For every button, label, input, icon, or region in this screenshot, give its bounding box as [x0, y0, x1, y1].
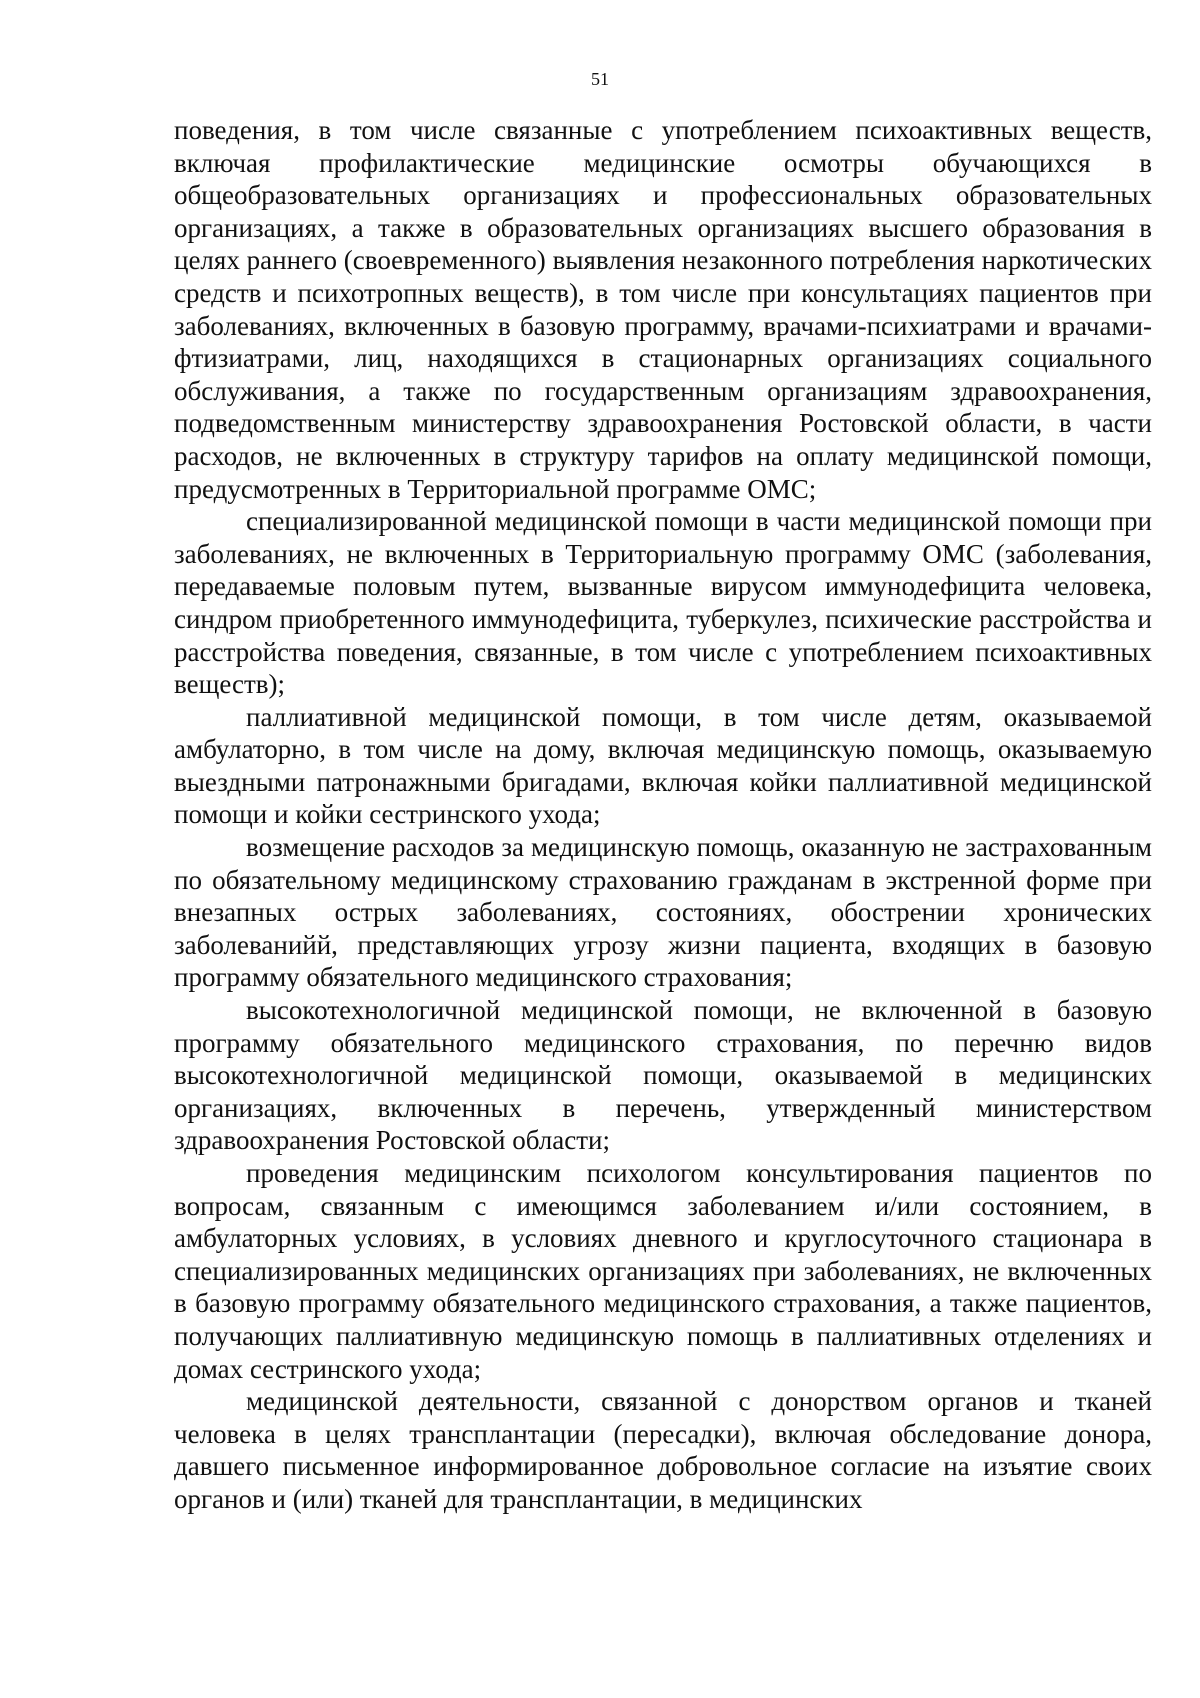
paragraph-expense-reimbursement: возмещение расходов за медицинскую помощь, оказанную не застрахованным по обязательному медицинскому страхованию гражданам в экстренной форме при внезапных острых заболеваниях, состояниях, обострении хронических заболеванийй, представляющих угрозу жизни пациента, входящих в базовую программу обязательного медицинского страхования; — [174, 832, 1152, 993]
paragraph-high-tech-care: высокотехнологичной медицинской помощи, не включенной в базовую программу обязательного медицинского страхования, по перечню видов высокотехнологичной медицинской помощи, оказываемой в медицинских организациях, включенных в перечень, утвержденный министерством здравоохранения Ростовской области; — [174, 995, 1152, 1156]
paragraph-organ-donation: медицинской деятельности, связанной с донорством органов и тканей человека в целях трансплантации (пересадки), включая обследование донора, давшего письменное информированное добровольное согласие на изъятие своих органов и (или) тканей для трансплантации, в медицинских — [174, 1386, 1152, 1514]
document-body — [174, 114, 1152, 1516]
paragraph-psychologist-consulting: проведения медицинским психологом консультирования пациентов по вопросам, связанным с имеющимся заболеванием и/или состоянием, в амбулаторных условиях, в условиях дневного и круглосуточного стационара в специализированных медицинских организациях при заболеваниях, не включенных в базовую программу обязательного медицинского страхования, а также пациентов, получающих паллиативную медицинскую помощь в паллиативных отделениях и домах сестринского ухода; — [174, 1158, 1152, 1384]
paragraph-continuation: поведения, в том числе связанные с употреблением психоактивных веществ, включая профилактические медицинские осмотры обучающихся в общеобразовательных организациях и профессиональных образовательных организациях, а также в образовательных организациях высшего образования в целях раннего (своевременного) выявления незаконного потребления наркотических средств и психотропных веществ), в том числе при консультациях пациентов при заболеваниях, включенных в базовую программу, врачами-психиатрами и врачами-фтизиатрами, лиц, находящихся в стационарных организациях социального обслуживания, а также по государственным организациям здравоохранения, подведомственным министерству здравоохранения Ростовской области, в части расходов, не включенных в структуру тарифов на оплату медицинской помощи, предусмотренных в Территориальной программе ОМС; — [174, 115, 1152, 504]
paragraph-specialized-care: специализированной медицинской помощи в части медицинской помощи при заболеваниях, не включенных в Территориальную программу ОМС (заболевания, передаваемые половым путем, вызванные вирусом иммунодефицита человека, синдром приобретенного иммунодефицита, туберкулез, психические расстройства и расстройства поведения, связанные, в том числе с употреблением психоактивных веществ); — [174, 506, 1152, 700]
paragraph-palliative-care: паллиативной медицинской помощи, в том числе детям, оказываемой амбулаторно, в том числе на дому, включая медицинскую помощь, оказываемую выездными патронажными бригадами, включая койки паллиативной медицинской помощи и койки сестринского ухода; — [174, 701, 1152, 830]
page-number: 51 — [591, 69, 609, 89]
